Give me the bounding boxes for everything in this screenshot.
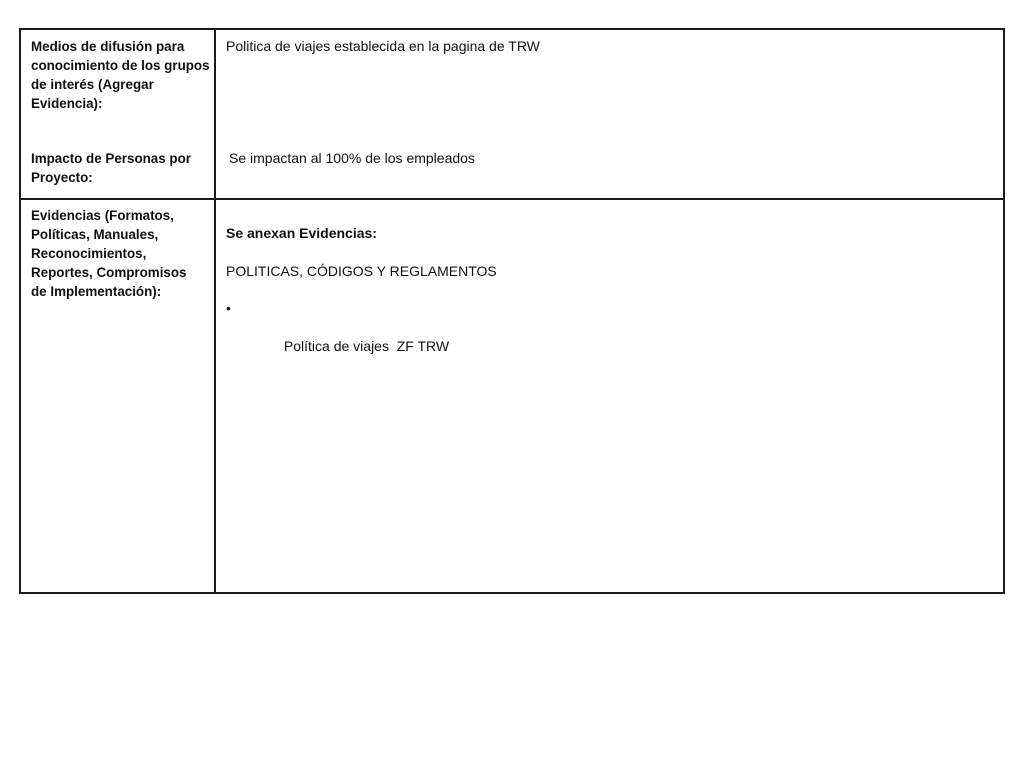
label-impacto-personas: Impacto de Personas por Proyecto: — [31, 151, 191, 185]
label-evidencias: Evidencias (Formatos, Políticas, Manuales, Reconocimientos, Reportes, Compromisos de Implementación): — [31, 208, 187, 299]
value-medios-difusion: Politica de viajes establecida en la pagina de TRW — [226, 38, 540, 54]
list-item — [226, 299, 449, 375]
table-row-difusion — [20, 29, 1004, 199]
cell-values-evidencias — [215, 199, 1004, 593]
bullet-icon: • — [226, 300, 231, 316]
cell-labels-difusion — [20, 29, 215, 199]
heading-anexan-evidencias: Se anexan Evidencias: — [226, 225, 377, 241]
evidence-list — [226, 299, 449, 375]
list-item-text: Política de viajes ZF TRW — [283, 338, 450, 354]
evidence-form-table — [19, 28, 1005, 594]
value-impacto-personas: Se impactan al 100% de los empleados — [229, 150, 475, 166]
label-medios-difusion: Medios de difusión para conocimiento de los grupos de interés (Agregar Evidencia): — [31, 39, 210, 111]
subheading-politicas: POLITICAS, CÓDIGOS Y REGLAMENTOS — [226, 263, 497, 279]
cell-label-evidencias — [20, 199, 215, 593]
cell-values-difusion — [215, 29, 1004, 199]
table-row-evidencias — [20, 199, 1004, 593]
